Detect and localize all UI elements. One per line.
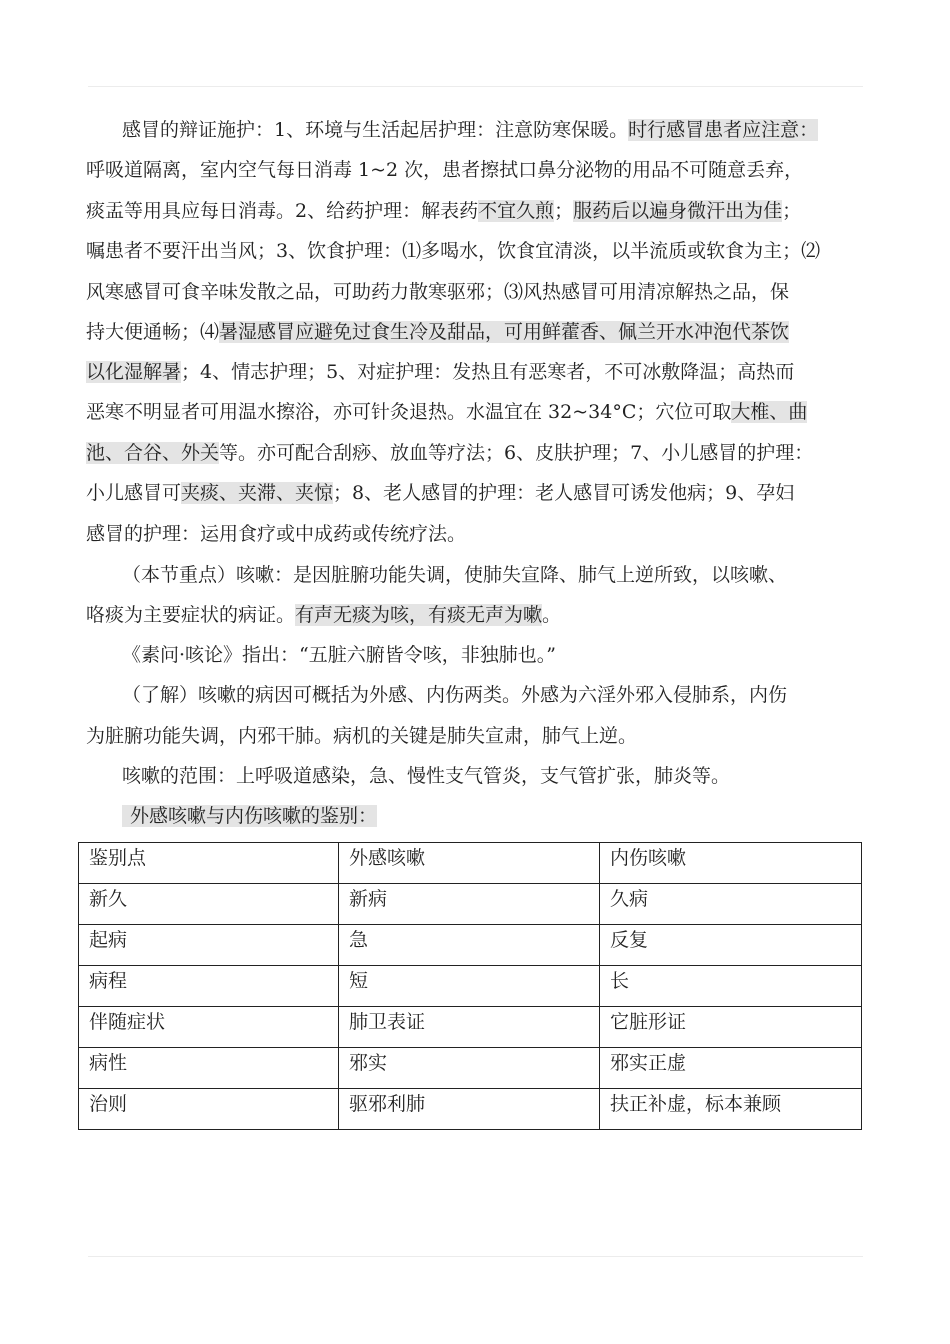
p1-line-9: 池、合谷、外关等。亦可配合刮痧、放血等疗法；6、皮肤护理；7、小儿感冒的护理： bbox=[86, 442, 814, 464]
table-cell: 驱邪利肺 bbox=[339, 1089, 600, 1130]
p1-line-7: 以化湿解暑；4、情志护理；5、对症护理：发热且有恶寒者，不可冰敷降温；高热而 bbox=[86, 361, 795, 383]
table-cell: 病程 bbox=[79, 966, 339, 1007]
table-cell: 急 bbox=[339, 925, 600, 966]
table-cell: 久病 bbox=[600, 884, 862, 925]
table-header-cell: 外感咳嗽 bbox=[339, 843, 600, 884]
table-cell: 短 bbox=[339, 966, 600, 1007]
header-rule bbox=[88, 86, 863, 87]
table-caption: 外感咳嗽与内伤咳嗽的鉴别： bbox=[122, 796, 882, 836]
table-row bbox=[79, 966, 862, 1007]
table-cell: 伴随症状 bbox=[79, 1007, 339, 1048]
p1-line-2: 呼吸道隔离，室内空气每日消毒 1~2 次，患者擦拭口鼻分泌物的用品不可随意丢弃， bbox=[86, 159, 804, 181]
p4-line-2: 为脏腑功能失调，内邪干肺。病机的关键是肺失宣肃，肺气上逆。 bbox=[86, 725, 638, 747]
p1-line-1: 感冒的辩证施护：1、环境与生活起居护理：注意防寒保暖。时行感冒患者应注意： bbox=[122, 119, 819, 141]
p1-line-6: 持大便通畅；⑷暑湿感冒应避免过食生冷及甜品，可用鲜藿香、佩兰开水冲泡代茶饮 bbox=[86, 321, 790, 343]
p2-line-1: （本节重点）咳嗽：是因脏腑功能失调，使肺失宣降、肺气上逆所致，以咳嗽、 bbox=[122, 564, 788, 586]
table-cell: 邪实正虚 bbox=[600, 1048, 862, 1089]
p1-line-8: 恶寒不明显者可用温水擦浴，亦可针灸退热。水温宜在 32~34°C；穴位可取大椎、曲 bbox=[86, 401, 808, 423]
table-cell: 扶正补虚，标本兼顾 bbox=[600, 1089, 862, 1130]
table-cell: 病性 bbox=[79, 1048, 339, 1089]
table-cell: 反复 bbox=[600, 925, 862, 966]
table-cell: 它脏形证 bbox=[600, 1007, 862, 1048]
p1-line-4: 嘱患者不要汗出当风；3、饮食护理：⑴多喝水，饮食宜清淡，以半流质或软食为主；⑵ bbox=[86, 240, 821, 262]
table-cell: 新久 bbox=[79, 884, 339, 925]
footer-rule bbox=[88, 1256, 863, 1257]
table-cell: 新病 bbox=[339, 884, 600, 925]
table-row bbox=[79, 1048, 862, 1089]
table-row bbox=[79, 884, 862, 925]
p5-line-1: 咳嗽的范围：上呼吸道感染，急、慢性支气管炎，支气管扩张，肺炎等。 bbox=[122, 765, 731, 787]
table-row bbox=[79, 1089, 862, 1130]
table-cell: 肺卫表证 bbox=[339, 1007, 600, 1048]
comparison-table bbox=[78, 842, 862, 1130]
p3-line-1: 《素问·咳论》指出：“五脏六腑皆令咳，非独肺也。” bbox=[122, 644, 556, 666]
table-header-row bbox=[79, 843, 862, 884]
table-row bbox=[79, 1007, 862, 1048]
p1-line-3: 痰盂等用具应每日消毒。2、给药护理：解表药不宜久煎；服药后以遍身微汗出为佳； bbox=[86, 200, 802, 222]
table-header-cell: 内伤咳嗽 bbox=[600, 843, 862, 884]
p4-line-1: （了解）咳嗽的病因可概括为外感、内伤两类。外感为六淫外邪入侵肺系，内伤 bbox=[122, 684, 788, 706]
table-cell: 长 bbox=[600, 966, 862, 1007]
table-cell: 邪实 bbox=[339, 1048, 600, 1089]
p1-line-10: 小儿感冒可夹痰、夹滞、夹惊；8、老人感冒的护理：老人感冒可诱发他病；9、孕妇 bbox=[86, 482, 795, 504]
table-cell: 起病 bbox=[79, 925, 339, 966]
p1-line-11: 感冒的护理：运用食疗或中成药或传统疗法。 bbox=[86, 523, 467, 545]
p1-line-5: 风寒感冒可食辛味发散之品，可助药力散寒驱邪；⑶风热感冒可用清凉解热之品，保 bbox=[86, 281, 790, 303]
table-header-cell: 鉴别点 bbox=[79, 843, 339, 884]
table-row bbox=[79, 925, 862, 966]
p2-line-2: 咯痰为主要症状的病证。有声无痰为咳，有痰无声为嗽。 bbox=[86, 604, 562, 626]
table-cell: 治则 bbox=[79, 1089, 339, 1130]
